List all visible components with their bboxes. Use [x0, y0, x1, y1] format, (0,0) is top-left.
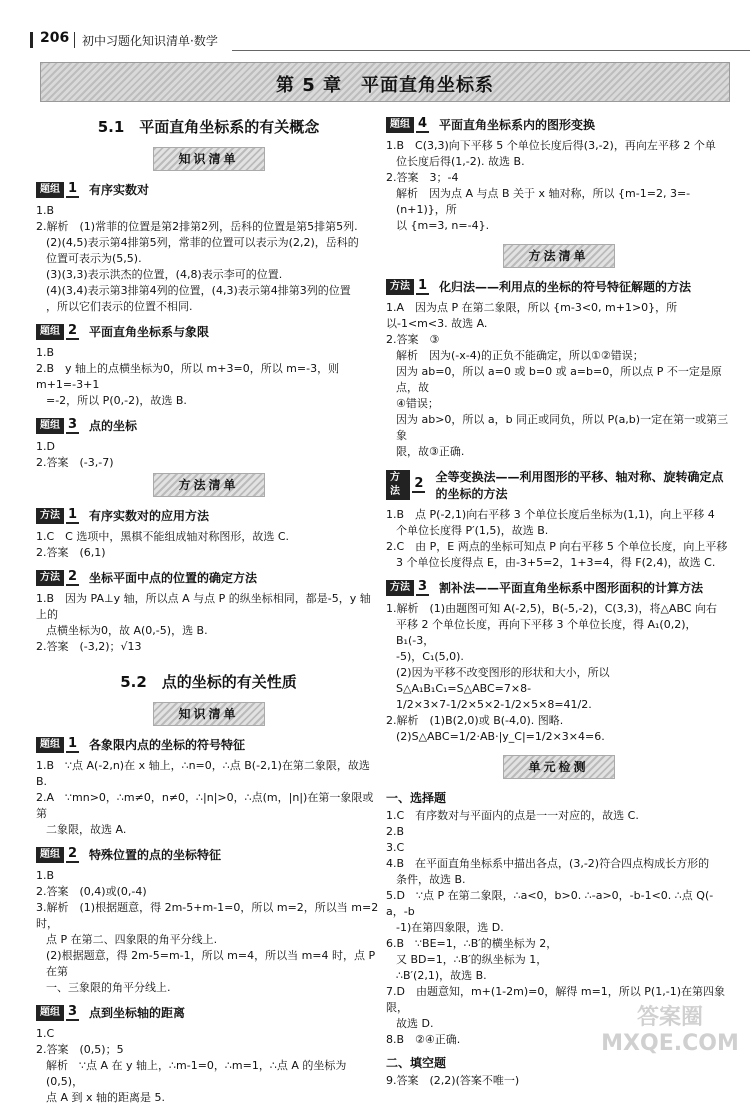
method-title: 全等变换法——利用图形的平移、轴对称、旋转确定点的坐标的方法 [435, 470, 724, 501]
answer-line: 又 BD=1，∴B′的纵坐标为 1， [396, 953, 548, 966]
answer-line: 1/2×3×7-1/2×5×2-1/2×5×8=41/2. [396, 698, 592, 711]
answer-line: ，所以它们表示的位置不相同. [46, 300, 193, 313]
answer-line: 解析 ∵点 A 在 y 轴上，∴m-1=0，∴m=1，∴点 A 的坐标为(0,5)， [46, 1059, 347, 1088]
method-tag: 方法 [386, 580, 414, 596]
answer-line: 位置可表示为(5,5). [46, 252, 142, 265]
answer-line: 3 个单位长度得点 E，由-3+5=2，1+3=4，得 F(2,4)，故选 C. [396, 556, 716, 569]
method-tag: 方法 [386, 470, 410, 500]
answer-line: 1.D [36, 440, 55, 453]
answer-line: 8.B ②④正确. [386, 1033, 461, 1046]
left-column [36, 112, 381, 1106]
method-title: 化归法——利用点的坐标的符号特征解题的方法 [439, 280, 692, 294]
answer-line: 二象限，故选 A. [46, 823, 127, 836]
answer-line: =-2，所以 P(0,-2)，故选 B. [46, 394, 187, 407]
method-tag: 方法 [36, 570, 64, 586]
answer-line: 2.答案 (0,5)；5 [36, 1043, 124, 1056]
group-number: 3 [68, 416, 78, 432]
section-title: 5.1 平面直角坐标系的有关概念 [97, 118, 320, 136]
answer-line: (2)S△ABC=1/2·AB·|y_C|=1/2×3×4=6. [396, 730, 605, 743]
answer-line: 以 {m=3, n=-4}. [396, 219, 490, 232]
answer-line: 点 P 在第二、四象限的角平分线上. [46, 933, 218, 946]
answer-block [36, 529, 381, 561]
group-tag: 题组 [36, 1005, 64, 1021]
method-number: 3 [418, 578, 428, 594]
answer-line: ④错误； [396, 397, 439, 410]
method-header [36, 507, 381, 524]
answer-line: 2.答案 (0,4)或(0,-4) [36, 885, 147, 898]
answer-line: 2.A ∵mn>0，∴m≠0，n≠0，∴|n|>0，∴点(m，|n|)在第一象限或第 [36, 791, 374, 820]
method-header [386, 278, 731, 295]
answer-block [36, 203, 381, 315]
knowledge-banner: 知识清单 [153, 702, 265, 726]
group-title: 各象限内点的坐标的符号特征 [89, 738, 246, 752]
method-banner: 方法清单 [503, 244, 615, 268]
method-header [386, 579, 731, 596]
watermark-url: MXQE.COM [601, 1031, 739, 1056]
answer-block [36, 1026, 381, 1106]
book-title: 初中习题化知识清单·数学 [82, 34, 218, 48]
group-title: 平面直角坐标系与象限 [89, 325, 210, 339]
answer-block [386, 601, 731, 745]
answer-line: 2.解析 (1)常菲的位置是第2排第2列，岳科的位置是第5排第5列. [36, 220, 358, 233]
chapter-banner [40, 62, 730, 102]
group-tag: 题组 [36, 737, 64, 753]
answer-line: 2.B y 轴上的点横坐标为0，所以 m+3=0，所以 m=-3，则 m+1=-3+1 [36, 362, 343, 391]
answer-line: (2)因为平移不改变图形的形状和大小，所以 S△A₁B₁C₁=S△ABC=7×8- [396, 666, 614, 695]
right-column [386, 112, 731, 1089]
answer-line: -1)在第四象限，选 D. [396, 921, 504, 934]
group-title: 特殊位置的点的坐标特征 [89, 848, 222, 862]
group-header [36, 323, 381, 340]
method-title: 坐标平面中点的位置的确定方法 [89, 571, 258, 585]
answer-line: 2.答案 3；-4 [386, 171, 459, 184]
group-number: 2 [68, 322, 78, 338]
answer-line: 1.B [36, 869, 55, 882]
answer-line: 位长度后得(1,-2). 故选 B. [396, 155, 525, 168]
answer-line: 9.答案 (2,2)(答案不唯一) [386, 1074, 520, 1087]
method-header [36, 569, 381, 586]
group-header [36, 181, 381, 198]
answer-line: 限，故③正确. [396, 445, 465, 458]
answer-line: 故选 D. [396, 1017, 434, 1030]
group-title: 点到坐标轴的距离 [89, 1006, 186, 1020]
answer-line: 一、三象限的角平分线上. [46, 981, 171, 994]
answer-line: (3)(3,3)表示洪杰的位置，(4,8)表示李可的位置. [46, 268, 283, 281]
answer-line: 个单位长度得 P′(1,5)，故选 B. [396, 524, 549, 537]
answer-line: 2.答案 (-3,-7) [36, 456, 114, 469]
chapter-title: 第 5 章 平面直角坐标系 [275, 75, 495, 96]
answer-line: 1.B C(3,3)向下平移 5 个单位长度后得(3,-2)，再向左平移 2 个单 [386, 139, 716, 152]
answer-block [386, 1073, 731, 1089]
unit-test-banner: 单元检测 [503, 755, 615, 779]
method-number: 2 [414, 476, 424, 491]
answer-block [386, 138, 731, 234]
answer-line: 1.B 因为 PA⊥y 轴，所以点 A 与点 P 的纵坐标相同，都是-5，y 轴上的 [36, 592, 371, 621]
answer-line: 2.答案 ③ [386, 333, 440, 346]
answer-line: 2.C 由 P，E 两点的坐标可知点 P 向右平移 5 个单位长度，向上平移 [386, 540, 728, 553]
answer-line: (4)(3,4)表示第3排第4列的位置，(4,3)表示第4排第3列的位置 [46, 284, 351, 297]
section-title: 5.2 点的坐标的有关性质 [120, 673, 297, 691]
group-header [386, 116, 731, 133]
answer-line: 1.C [36, 1027, 55, 1040]
page-header [22, 28, 730, 52]
part-title: 二、填空题 [386, 1056, 447, 1070]
answer-block [36, 439, 381, 471]
group-number: 1 [68, 735, 78, 751]
watermark-text: 答案圈 [636, 1005, 703, 1030]
method-title: 有序实数对的应用方法 [89, 509, 210, 523]
answer-line: (2)(4,5)表示第4排第5列，常菲的位置可以表示为(2,2)，岳科的 [46, 236, 359, 249]
answer-line: 1.C C 选项中，黑棋不能组成轴对称图形，故选 C. [36, 530, 290, 543]
method-number: 1 [418, 277, 428, 293]
answer-line: 2.解析 (1)B(2,0)或 B(-4,0). 图略. [386, 714, 564, 727]
group-number: 3 [68, 1003, 78, 1019]
answer-block [36, 868, 381, 996]
answer-line: 4.B 在平面直角坐标系中描出各点，(3,-2)符合四点构成长方形的 [386, 857, 710, 870]
group-number: 1 [68, 180, 78, 196]
group-title: 平面直角坐标系内的图形变换 [439, 118, 596, 132]
answer-line: 3.C [386, 841, 405, 854]
answer-line: 解析 因为点 A 与点 B 关于 x 轴对称，所以 {m-1=2, 3=-(n+1)}，所 [396, 187, 691, 216]
method-number: 1 [68, 506, 78, 522]
group-header [36, 1004, 381, 1021]
answer-block [36, 758, 381, 838]
answer-line: 条件，故选 B. [396, 873, 466, 886]
answer-line: 3.解析 (1)根据题意，得 2m-5+m-1=0，所以 m=2，所以当 m=2 时， [36, 901, 382, 930]
answer-line: 6.B ∵BE=1，∴B′的横坐标为 2， [386, 937, 558, 950]
group-header [36, 417, 381, 434]
group-tag: 题组 [36, 847, 64, 863]
answer-line: 因为 ab>0，所以 a，b 同正或同负，所以 P(a,b)一定在第一或第三象 [396, 413, 729, 442]
answer-block [36, 591, 381, 655]
group-header [36, 846, 381, 863]
watermark-logo [600, 1005, 740, 1060]
answer-line: 1.C 有序数对与平面内的点是一一对应的，故选 C. [386, 809, 639, 822]
group-tag: 题组 [386, 117, 414, 133]
answer-line: 点 A 到 x 轴的距离是 5. [46, 1091, 166, 1104]
header-rule [232, 50, 750, 51]
answer-block [36, 345, 381, 409]
part-title: 一、选择题 [386, 791, 447, 805]
method-tag: 方法 [36, 508, 64, 524]
answer-line: 1.B ∵点 A(-2,n)在 x 轴上，∴n=0，∴点 B(-2,1)在第二象限，故选 B. [36, 759, 374, 788]
header-bar [30, 32, 33, 48]
answer-line: 2.答案 (-3,2)；√13 [36, 640, 142, 653]
group-tag: 题组 [36, 418, 64, 434]
group-title: 点的坐标 [89, 419, 138, 433]
answer-line: 1.B 点 P(-2,1)向右平移 3 个单位长度后坐标为(1,1)，向上平移 4 [386, 508, 715, 521]
method-number: 2 [68, 568, 78, 584]
answer-line: 解析 因为(-x-4)的正负不能确定，所以①②错误； [396, 349, 644, 362]
method-banner: 方法清单 [153, 473, 265, 497]
group-number: 2 [68, 845, 78, 861]
answer-line: 平移 2 个单位长度，再向下平移 3 个单位长度，得 A₁(0,2)，B₁(-3， [396, 618, 697, 647]
method-title: 割补法——平面直角坐标系中图形面积的计算方法 [439, 581, 704, 595]
group-title: 有序实数对 [89, 183, 150, 197]
group-tag: 题组 [36, 182, 64, 198]
answer-line: 7.D 由题意知，m+(1-2m)=0，解得 m=1，所以 P(1,-1)在第四象限， [386, 985, 725, 1014]
answer-line: -5)，C₁(5,0). [396, 650, 464, 663]
answer-line: 5.D ∵点 P 在第二象限，∴a<0，b>0. ∴-a>0，-b-1<0. ∴点 Q(-a，-b [386, 889, 714, 918]
method-tag: 方法 [386, 279, 414, 295]
answer-line: (2)根据题意，得 2m-5=m-1，所以 m=4，所以当 m=4 时，点 P 在第 [46, 949, 379, 978]
answer-line: 因为 ab=0，所以 a=0 或 b=0 或 a=b=0，所以点 P 不一定是原点，故 [396, 365, 722, 394]
group-number: 4 [418, 115, 428, 131]
header-separator [74, 32, 75, 48]
method-header [386, 468, 731, 502]
answer-line: 点横坐标为0，故 A(0,-5)，选 B. [46, 624, 208, 637]
knowledge-banner: 知识清单 [153, 147, 265, 171]
answer-line: 1.B [36, 346, 55, 359]
answer-line: 1.A 因为点 P 在第二象限，所以 {m-3<0, m+1>0}，所以-1<m<3. 故选 A. [386, 301, 678, 330]
answer-line: 2.答案 (6,1) [36, 546, 106, 559]
group-tag: 题组 [36, 324, 64, 340]
answer-line: 1.解析 (1)由题图可知 A(-2,5)，B(-5,-2)，C(3,3)，将△ABC 向右 [386, 602, 717, 615]
page-number: 206 [40, 30, 70, 46]
answer-line: 2.B [386, 825, 405, 838]
group-header [36, 736, 381, 753]
answer-block [386, 507, 731, 571]
answer-block [386, 300, 731, 460]
answer-line: 1.B [36, 204, 55, 217]
answer-line: ∴B′(2,1)，故选 B. [396, 969, 487, 982]
